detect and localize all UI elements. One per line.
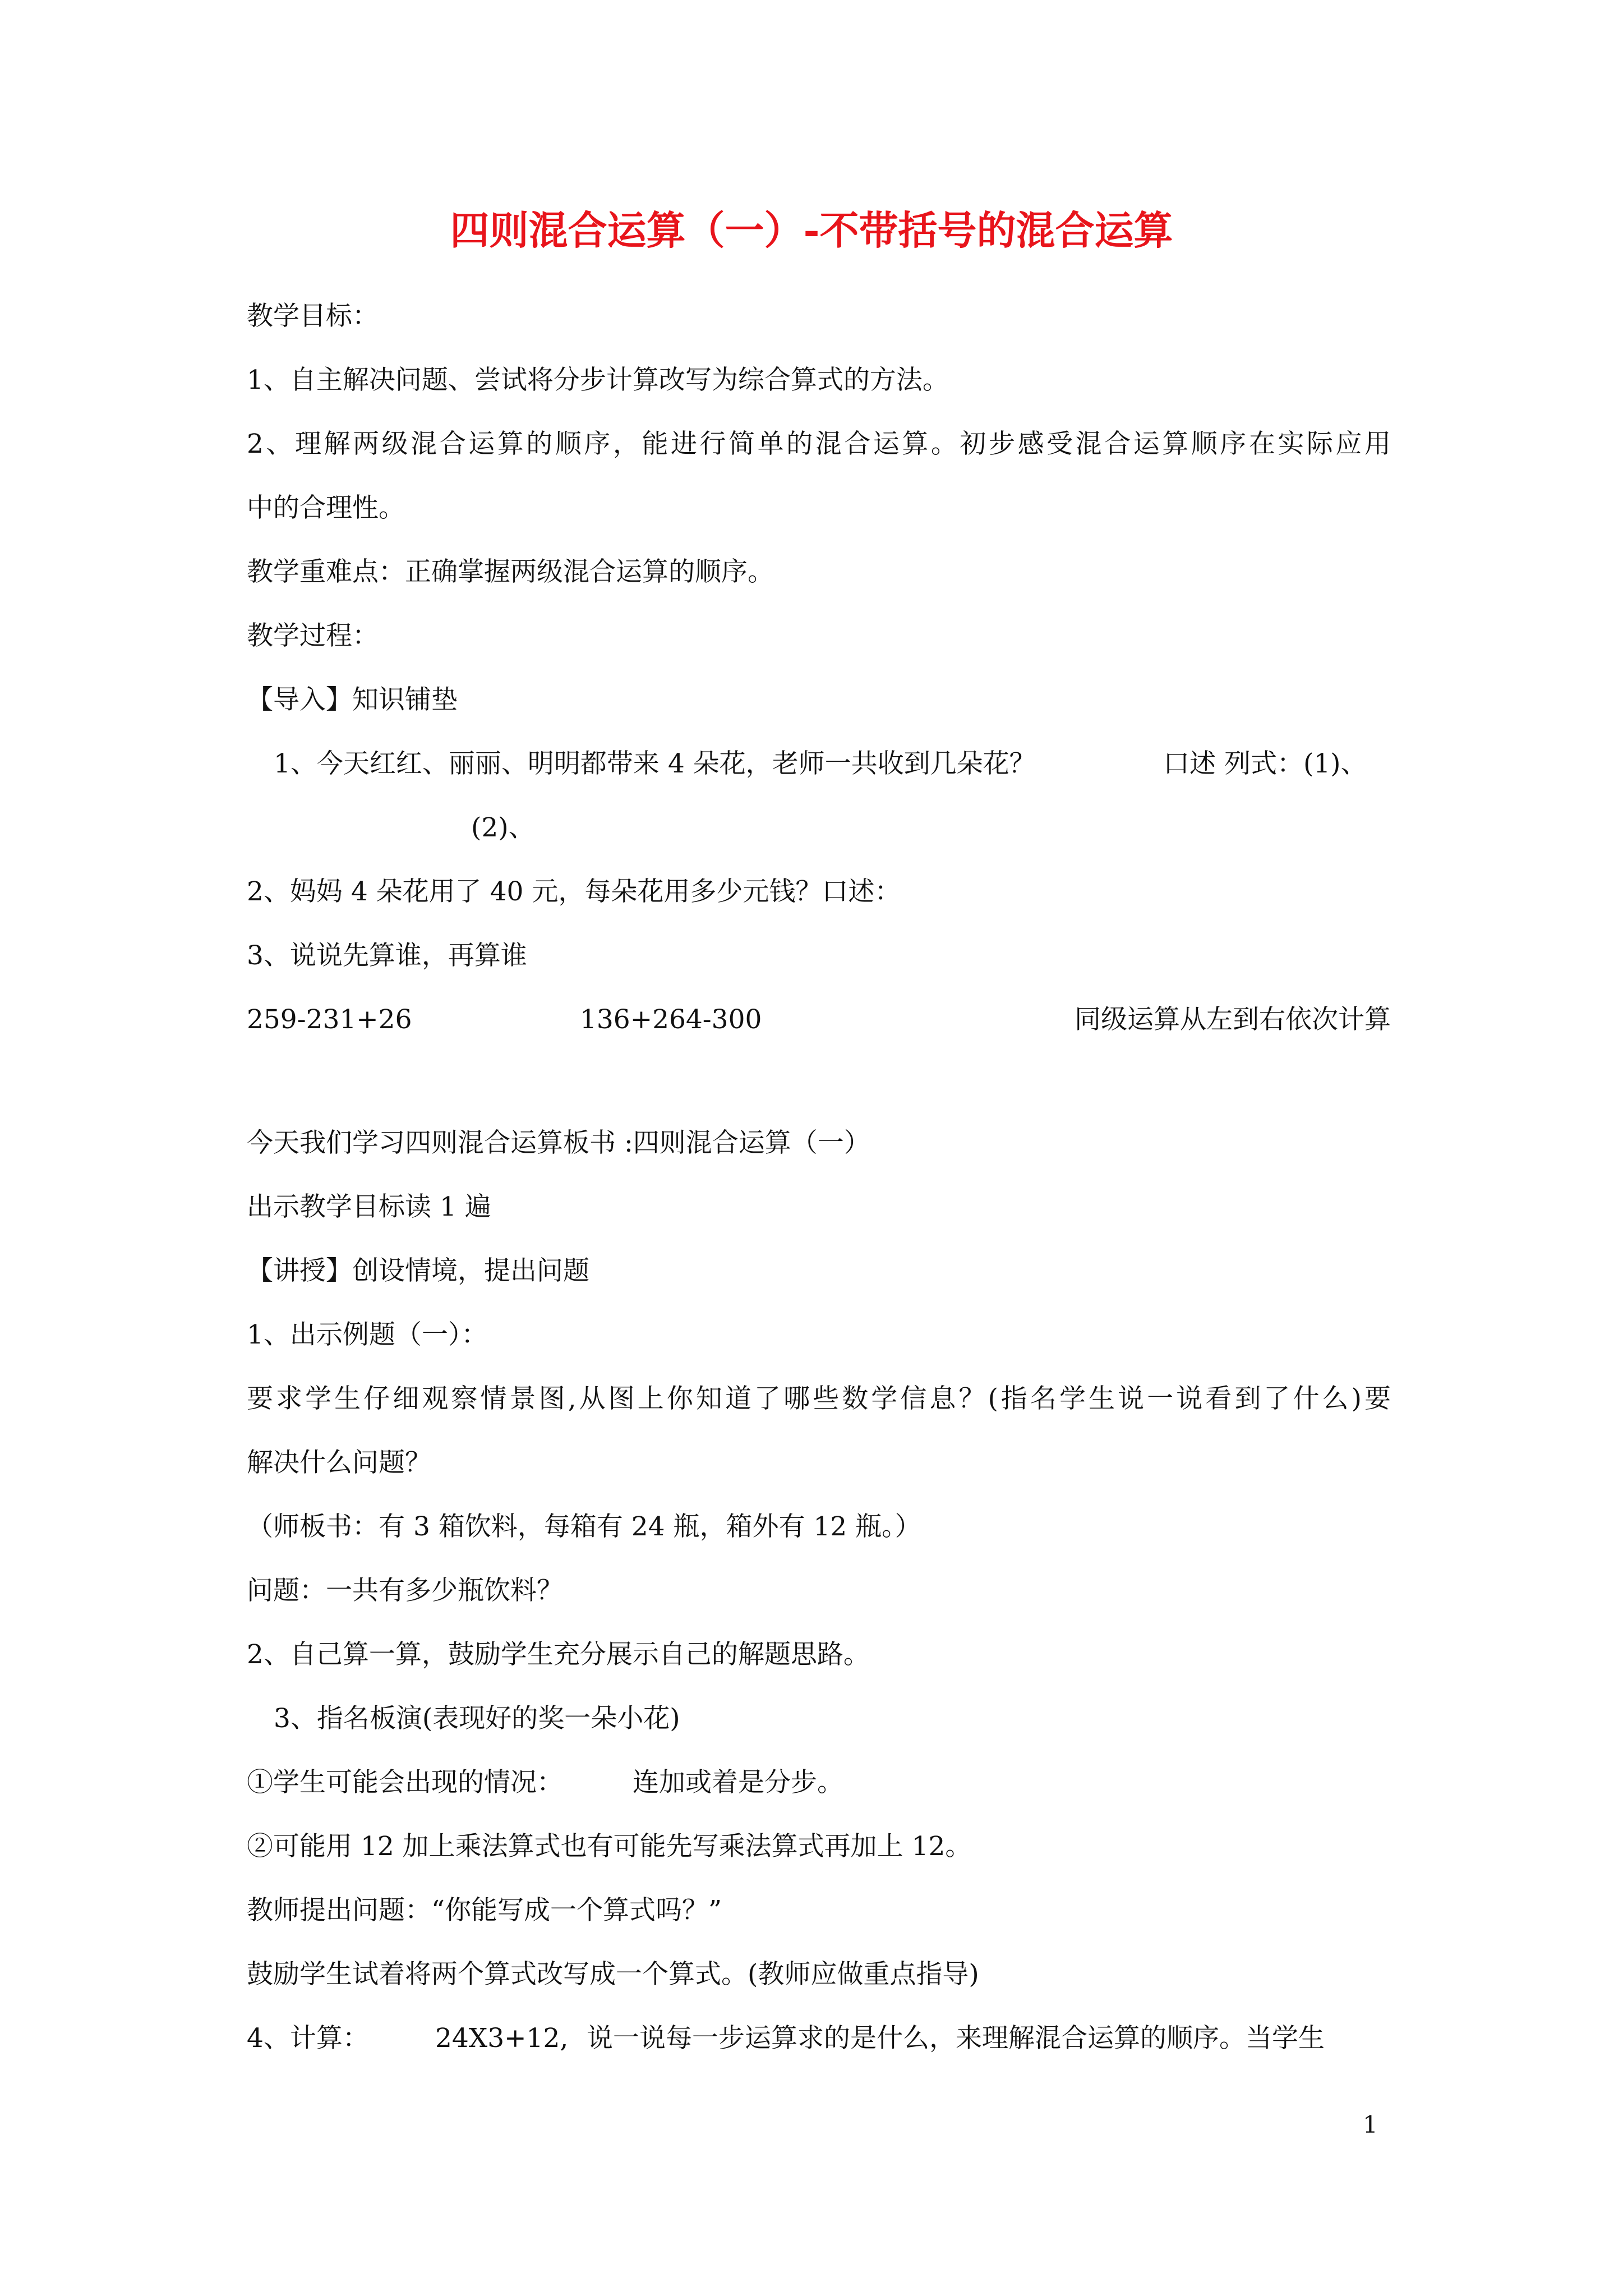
text-line-key-points: 教学重难点：正确掌握两级混合运算的顺序。: [247, 556, 774, 587]
text-line-show-goals: 出示教学目标读 1 遍: [247, 1191, 491, 1222]
text-line-possible-case-1: ①学生可能会出现的情况：: [247, 1767, 563, 1798]
document-title: 四则混合运算（一）-不带括号的混合运算: [450, 207, 1173, 254]
text-line-board-demo: 3、指名板演(表现好的奖一朵小花): [274, 1703, 680, 1734]
text-line-question-1-formula-2: (2)、: [471, 812, 535, 843]
text-line-observe-picture-cont: 解决什么问题？: [247, 1447, 431, 1478]
expression-2: 136+264-300: [580, 1004, 762, 1035]
text-line-board-note: （师板书：有 3 箱饮料，每箱有 24 瓶，箱外有 12 瓶。）: [247, 1511, 921, 1542]
text-line-calc-explain: 说一说每一步运算求的是什么，来理解混合运算的顺序。当学生: [587, 2023, 1325, 2054]
text-line-lecture-heading: 【讲授】创设情境，提出问题: [247, 1255, 589, 1286]
text-line-question-2: 2、妈妈 4 朵花用了 40 元，每朵花用多少元钱？口述：: [247, 876, 901, 907]
text-line-problem: 问题：一共有多少瓶饮料？: [247, 1575, 563, 1606]
text-line-question-1-formula: 口述 列式：(1)、: [1163, 748, 1367, 779]
text-line-today-topic: 今天我们学习四则混合运算板书 :四则混合运算（一）: [247, 1128, 870, 1158]
text-line-teaching-goals: 教学目标：: [247, 301, 379, 332]
text-line-example-1: 1、出示例题（一）：: [247, 1319, 488, 1350]
text-line-question-3: 3、说说先算谁，再算谁: [247, 940, 527, 971]
text-line-question-1: 1、今天红红、丽丽、明明都带来 4 朵花，老师一共收到几朵花？: [274, 748, 1036, 779]
expression-calc: 24X3+12,: [435, 2023, 569, 2054]
text-line-goal-2-cont: 中的合理性。: [247, 493, 405, 523]
text-line-calc-label: 4、计算：: [247, 2023, 369, 2054]
text-line-intro-heading: 【导入】知识铺垫: [247, 684, 458, 715]
text-line-possible-case-1-detail: 连加或着是分步。: [633, 1767, 843, 1798]
text-line-teaching-process: 教学过程：: [247, 620, 379, 651]
text-line-encourage: 鼓励学生试着将两个算式改写成一个算式。(教师应做重点指导): [247, 1959, 979, 1990]
text-line-observe-picture: 要求学生仔细观察情景图,从图上你知道了哪些数学信息？(指名学生说一说看到了什么)要: [247, 1383, 1391, 1414]
text-line-teacher-question: 教师提出问题：“你能写成一个算式吗？”: [247, 1895, 722, 1926]
text-line-goal-1: 1、自主解决问题、尝试将分步计算改写为综合算式的方法。: [247, 365, 949, 395]
expression-1: 259-231+26: [247, 1004, 412, 1035]
text-line-self-calc: 2、自己算一算，鼓励学生充分展示自己的解题思路。: [247, 1639, 870, 1670]
text-line-possible-case-2: ②可能用 12 加上乘法算式也有可能先写乘法算式再加上 12。: [247, 1831, 972, 1862]
page-number: 1: [1363, 2111, 1378, 2138]
rule-note: 同级运算从左到右依次计算: [1075, 1004, 1391, 1035]
text-line-goal-2: 2、理解两级混合运算的顺序，能进行简单的混合运算。初步感受混合运算顺序在实际应用: [247, 429, 1391, 459]
